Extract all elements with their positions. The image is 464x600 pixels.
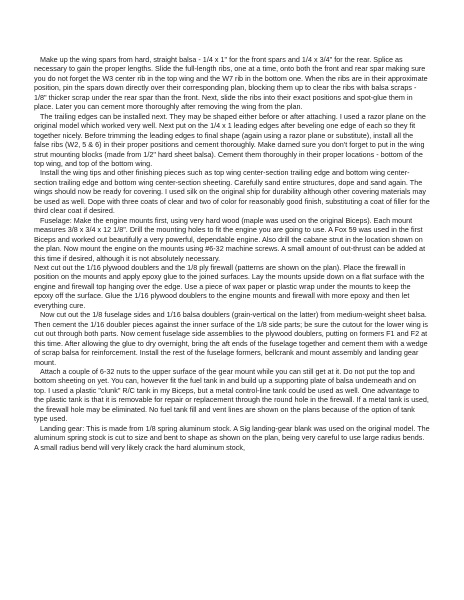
- paragraph-trailing-edges: The trailing edges can be installed next. They may be shaped either before or after attaching. I used a razor plane on the original model which worked very well. Next put on the 1/4 x 1 leading edges after beveling one edge of each so they fit together nicely. Before trimming the leading edges to final shape (again using a razor plane or substitute), install all the false ribs (W2, 5 & 6) in their proper positions and cement thoroughly. Make darned sure you don't forget to put in the wing strut mounting blocks (made from 1/2" hard sheet balsa). Cement them thoroughly in their proper locations - bottom of the top wing, and top of the bottom wing.: [34, 111, 426, 168]
- body-text: [34, 55, 430, 452]
- paragraph-landing-gear: Landing gear: This is made from 1/8 spring aluminum stock. A Sig landing-gear blank was used on the original model. The aluminum spring stock is cut to size and bent to shape as shown on the plan, being very careful to use large radius bends. A small radius bend will very likely crack the hard aluminum stock,: [34, 423, 430, 452]
- paragraph-wing-tips: Install the wing tips and other finishing pieces such as top wing center-section trailing edge and bottom wing center-section trailing edge and bottom wing center-section sheeting. Carefully sand entire structures, dope and sand again. The wings should now be ready for covering. I used silk on the original ship for durability although other covering materials may be used as well. Dope with three coats of clear and two of color for reasonably good finish, substituting a coat of filler for the third clear coat if desired.: [34, 168, 430, 216]
- paragraph-fuselage-sides: Now cut out the 1/8 fuselage sides and 1/16 balsa doublers (grain-vertical on the latter) from medium-weight sheet balsa. Then cement the 1/16 doubler pieces against the inner surface of the 1/8 side parts; be sure the cutout for the lower wing is cut out through both parts. Now cement fuselage side assemblies to the plywood doublers, putting on formers F1 and F2 at this time. After allowing the glue to dry overnight, bring the aft ends of the fuselage together and cement them with a wedge of scrap balsa for reinforcement. Install the rest of the fuselage formers, bellcrank and mount assembly and landing gear mount.: [34, 310, 429, 367]
- paragraph-wing-spars: Make up the wing spars from hard, straight balsa - 1/4 x 1" for the front spars and 1/4 x 3/4" for the rear. Splice as necessary to gain the proper lengths. Slide the full-length ribs, one at a time, onto both the front and rear spar making sure you do not forget the W3 center rib in the top wing and the W7 rib in the bottom one. When the ribs are in their approximate position, pin the spars down directly over their corresponding plan, blocking them up to clear the ribs with balsa scraps - 1/8" thicker scrap under the rear spar than the front. Next, slide the ribs into their exact positions and spot-glue them in place. Later you can cement more thoroughly after removing the wing from the plan.: [34, 55, 428, 112]
- paragraph-fuselage-engine-mounts: Fuselage: Make the engine mounts first, using very hard wood (maple was used on the original Biceps). Each mount measures 3/8 x 3/4 x 12 1/8". Drill the mounting holes to fit the engine you are going to use. A Fox 59 was used in the first Biceps and worked out beautifully a very powerful, dependable engine. Also drill the cabane strut in the location shown on the plan. Now mount the engine on the mounts using #6-32 machine screws. A small amount of out-thrust can be added at this time if desired, although it is not absolutely necessary.: [34, 215, 426, 263]
- paragraph-fuel-tank: Attach a couple of 6-32 nuts to the upper surface of the gear mount while you can still get at it. Do not put the top and bottom sheeting on yet. You can, however fit the fuel tank in and build up a supporting plate of balsa underneath and on top. I used a plastic "clunk" R/C tank in my Biceps, but a metal control-line tank could be used as well. One advantage to the plastic tank is that it is removable for repair or replacement through the round hole in the firewall. If a metal tank is used, the firewall hole may be eliminated. No fuel tank fill and vent lines are shown on the plans because of the option of tank type used.: [34, 366, 429, 424]
- paragraph-plywood-doublers: Next cut out the 1/16 plywood doublers and the 1/8 ply firewall (patterns are shown on the plan). Place the firewall in position on the mounts and apply epoxy glue to the joined surfaces. Lay the mounts upside down on a flat surface with the engine and firewall top hanging over the edge. Use a piece of wax paper or plastic wrap under the mounts to keep the epoxy off the surface. Glue the 1/16 plywood doublers to the engine mounts and firewall with more epoxy and then let everything cure.: [34, 262, 425, 310]
